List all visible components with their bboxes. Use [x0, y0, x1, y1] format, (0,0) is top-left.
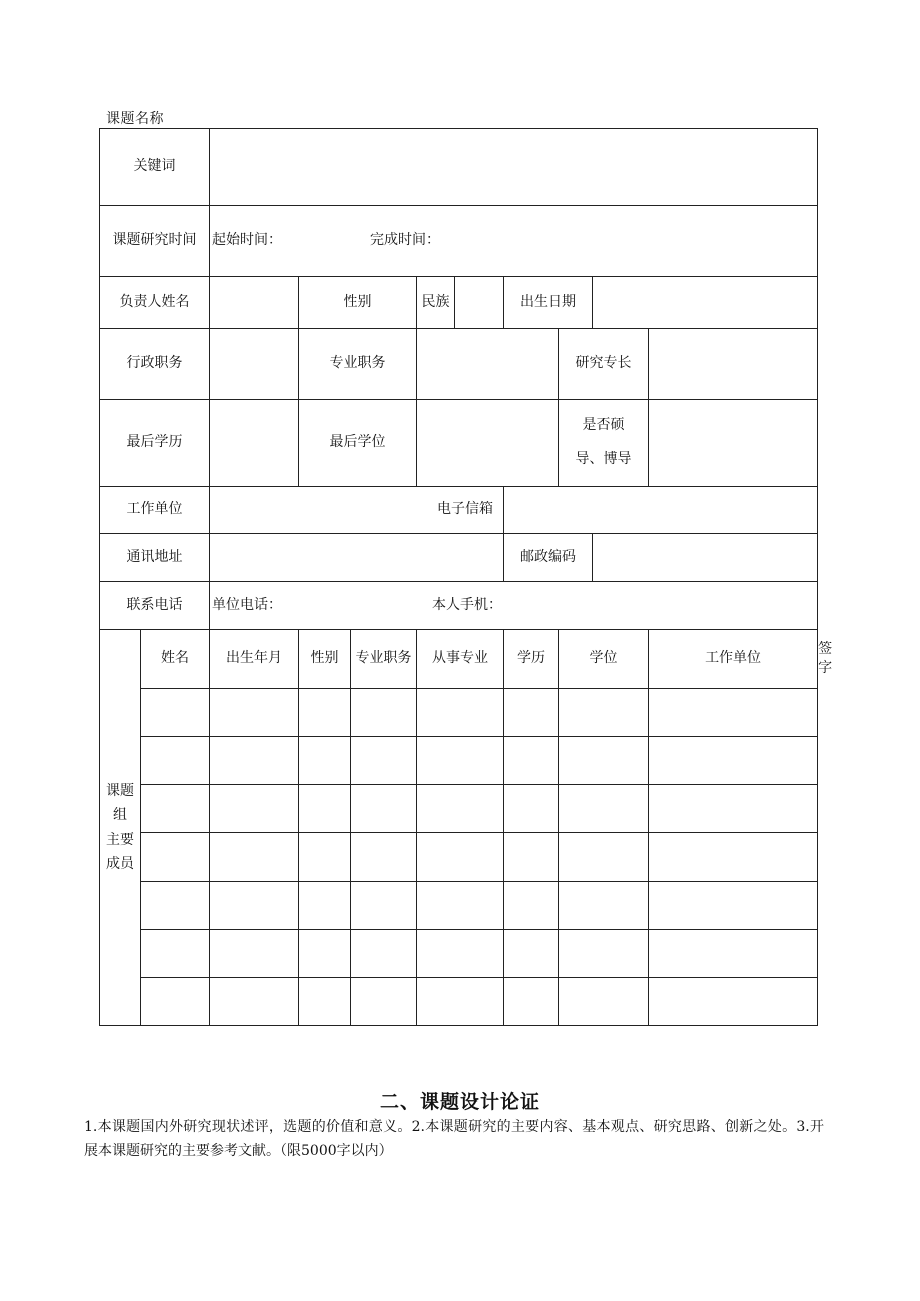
member-cell[interactable]: [649, 977, 818, 1025]
last-degree-field[interactable]: [417, 399, 559, 486]
email-label: 电子信箱: [210, 486, 504, 533]
members-header-field: 从事专业: [417, 630, 504, 689]
education-row: [100, 399, 818, 486]
member-cell[interactable]: [210, 929, 299, 977]
phone-field[interactable]: [210, 581, 818, 629]
admin-post-label: 行政职务: [100, 329, 210, 399]
member-cell[interactable]: [417, 881, 504, 929]
research-specialty-field[interactable]: [649, 329, 818, 399]
ethnicity-field[interactable]: [455, 277, 504, 329]
address-label: 通讯地址: [100, 533, 210, 581]
member-cell[interactable]: [351, 929, 417, 977]
member-cell[interactable]: [141, 737, 210, 785]
ethnicity-label: 民族: [417, 277, 455, 329]
topic-name-label: 课题名称: [106, 111, 164, 127]
member-cell[interactable]: [210, 881, 299, 929]
prof-title-label: 专业职务: [299, 329, 417, 399]
leader-name-label: 负责人姓名: [100, 277, 210, 329]
mobile-label: 本人手机：: [432, 596, 502, 613]
admin-post-field[interactable]: [210, 329, 299, 399]
member-cell[interactable]: [141, 785, 210, 833]
member-cell[interactable]: [649, 689, 818, 737]
research-time-row: [100, 206, 818, 277]
postal-code-label: 邮政编码: [504, 533, 593, 581]
member-cell[interactable]: [351, 689, 417, 737]
work-unit-row: [100, 486, 818, 533]
member-row: [100, 737, 818, 785]
member-cell[interactable]: [210, 977, 299, 1025]
last-education-label: 最后学历: [100, 399, 210, 486]
section-instructions: 1.本课题国内外研究现状述评，选题的价值和意义。2.本课题研究的主要内容、基本观点、研究思路、创新之处。3.开展本课题研究的主要参考文献。（限5000字以内）: [84, 1119, 824, 1160]
member-cell[interactable]: [559, 737, 649, 785]
member-cell[interactable]: [210, 785, 299, 833]
members-header-birth: 出生年月: [210, 630, 299, 689]
supervisor-field[interactable]: [649, 399, 818, 486]
member-cell[interactable]: [299, 929, 351, 977]
member-cell[interactable]: [141, 833, 210, 881]
address-field[interactable]: [210, 533, 504, 581]
last-degree-label: 最后学位: [299, 399, 417, 486]
member-row: [100, 833, 818, 881]
member-cell[interactable]: [141, 929, 210, 977]
end-time-label: 完成时间：: [370, 232, 440, 249]
member-cell[interactable]: [210, 833, 299, 881]
member-cell[interactable]: [417, 977, 504, 1025]
member-cell[interactable]: [141, 977, 210, 1025]
member-cell[interactable]: [417, 929, 504, 977]
member-cell[interactable]: [504, 737, 559, 785]
last-education-field[interactable]: [210, 399, 299, 486]
members-header-row: 课题 组 主要 成员 姓名 出生年月 性别 专业职务 从事专业 学历 学位 工作单位 签字: [100, 630, 818, 689]
member-cell[interactable]: [299, 881, 351, 929]
start-time-label: 起始时间：: [212, 232, 282, 249]
prof-title-field[interactable]: [417, 329, 559, 399]
keywords-row: [100, 129, 818, 206]
member-cell[interactable]: [649, 833, 818, 881]
member-cell[interactable]: [417, 737, 504, 785]
leader-info-row: [100, 277, 818, 329]
post-row: [100, 329, 818, 399]
members-header-education: 学历: [504, 630, 559, 689]
member-cell[interactable]: [351, 977, 417, 1025]
member-cell[interactable]: [351, 737, 417, 785]
members-header-gender: 性别: [299, 630, 351, 689]
member-row: [100, 977, 818, 1025]
member-cell[interactable]: [559, 833, 649, 881]
member-cell[interactable]: [649, 737, 818, 785]
member-cell[interactable]: [299, 689, 351, 737]
members-label: 课题 组 主要 成员: [100, 630, 141, 1026]
member-cell[interactable]: [141, 881, 210, 929]
email-field[interactable]: [504, 486, 818, 533]
members-header-degree: 学位: [559, 630, 649, 689]
member-cell[interactable]: [299, 977, 351, 1025]
member-cell[interactable]: [299, 737, 351, 785]
member-cell[interactable]: [504, 881, 559, 929]
work-unit-label: 工作单位: [100, 486, 210, 533]
members-header-name: 姓名: [141, 630, 210, 689]
contact-phone-label: 联系电话: [100, 581, 210, 629]
unit-phone-label: 单位电话：: [212, 596, 282, 613]
member-cell[interactable]: [417, 833, 504, 881]
address-row: [100, 533, 818, 581]
member-cell[interactable]: [649, 929, 818, 977]
member-cell[interactable]: [649, 881, 818, 929]
member-cell[interactable]: [559, 977, 649, 1025]
keywords-label: 关键词: [100, 129, 210, 206]
phone-row: [100, 581, 818, 629]
member-cell[interactable]: [299, 833, 351, 881]
leader-name-field[interactable]: [210, 277, 299, 329]
member-cell[interactable]: [417, 785, 504, 833]
member-cell[interactable]: [141, 689, 210, 737]
member-row: [100, 929, 818, 977]
member-cell[interactable]: [504, 977, 559, 1025]
birth-date-field[interactable]: [593, 277, 818, 329]
member-cell[interactable]: [559, 929, 649, 977]
member-cell[interactable]: [504, 929, 559, 977]
member-row: [100, 881, 818, 929]
member-cell[interactable]: [559, 785, 649, 833]
member-cell[interactable]: [559, 881, 649, 929]
research-time-label: 课题研究时间: [100, 206, 210, 277]
member-cell[interactable]: [351, 785, 417, 833]
postal-code-field[interactable]: [593, 533, 818, 581]
birth-date-label: 出生日期: [504, 277, 593, 329]
member-cell[interactable]: [504, 785, 559, 833]
member-cell[interactable]: [210, 737, 299, 785]
section-heading: 二、课题设计论证: [379, 1091, 540, 1113]
supervisor-label: 是否硕 导、博导: [559, 399, 649, 486]
gender-label: 性别: [299, 277, 417, 329]
member-cell[interactable]: [504, 689, 559, 737]
member-row: [100, 785, 818, 833]
keywords-field[interactable]: [210, 129, 818, 206]
member-cell[interactable]: [351, 881, 417, 929]
member-cell[interactable]: [299, 785, 351, 833]
member-cell[interactable]: [351, 833, 417, 881]
research-time-field[interactable]: [210, 206, 818, 277]
member-row: [100, 689, 818, 737]
members-header-prof-title: 专业职务: [351, 630, 417, 689]
member-cell[interactable]: [649, 785, 818, 833]
application-form-table: [99, 128, 833, 1026]
member-cell[interactable]: [504, 833, 559, 881]
members-header-work-unit: 工作单位: [649, 630, 818, 689]
research-specialty-label: 研究专长: [559, 329, 649, 399]
member-cell[interactable]: [210, 689, 299, 737]
member-cell[interactable]: [417, 689, 504, 737]
member-cell[interactable]: [559, 689, 649, 737]
